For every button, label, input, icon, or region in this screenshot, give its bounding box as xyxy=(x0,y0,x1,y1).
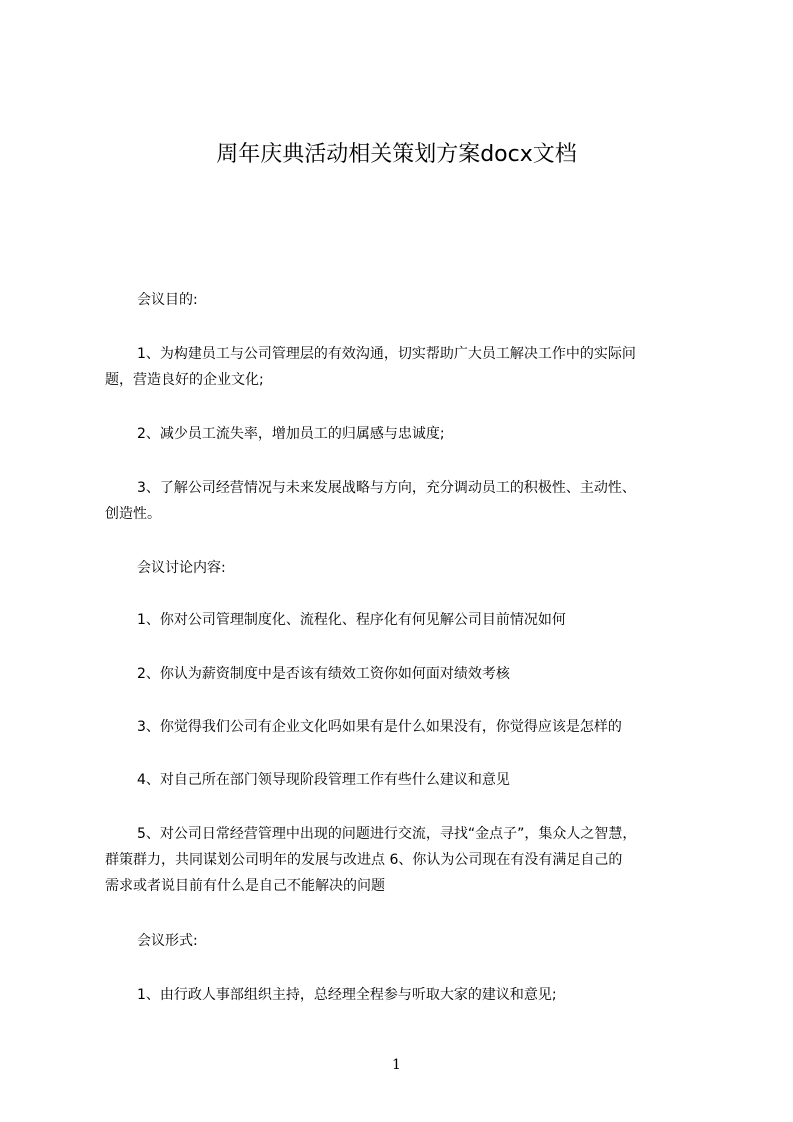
purpose-item-2: 2、减少员工流失率，增加员工的归属感与忠诚度; xyxy=(137,426,445,442)
discussion-item-5-line-1: 5、对公司日常经营管理中出现的问题进行交流，寻找“金点子”，集众人之智慧， xyxy=(137,826,637,842)
purpose-item-3-line-1: 3、了解公司经营情况与未来发展战略与方向，充分调动员工的积极性、主动性、 xyxy=(137,480,636,496)
discussion-item-5-line-2: 群策群力，共同谋划公司明年的发展与改进点 6、你认为公司现在有没有满足自己的 xyxy=(105,852,623,868)
discussion-item-5-line-3: 需求或者说目前有什么是自己不能解决的问题 xyxy=(105,878,385,894)
purpose-heading: 会议目的: xyxy=(137,292,198,308)
discussion-item-4: 4、对自己所在部门领导现阶段管理工作有些什么建议和意见 xyxy=(137,772,510,788)
discussion-item-3: 3、你觉得我们公司有企业文化吗如果有是什么如果没有，你觉得应该是怎样的 xyxy=(137,719,622,735)
format-item-1: 1、由行政人事部组织主持，总经理全程参与听取大家的建议和意见; xyxy=(137,987,557,1003)
purpose-item-3-line-2: 创造性。 xyxy=(105,506,161,522)
discussion-heading: 会议讨论内容: xyxy=(137,560,226,576)
discussion-item-2: 2、你认为薪资制度中是否该有绩效工资你如何面对绩效考核 xyxy=(137,666,510,682)
purpose-item-1-line-1: 1、为构建员工与公司管理层的有效沟通，切实帮助广大员工解决工作中的实际问 xyxy=(137,346,636,362)
document-title: 周年庆典活动相关策划方案docx文档 xyxy=(216,142,577,167)
format-heading: 会议形式: xyxy=(137,933,198,949)
discussion-item-1: 1、你对公司管理制度化、流程化、程序化有何见解公司目前情况如何 xyxy=(137,612,566,628)
page-number: 1 xyxy=(392,1057,401,1073)
purpose-item-1-line-2: 题，营造良好的企业文化; xyxy=(105,372,264,388)
